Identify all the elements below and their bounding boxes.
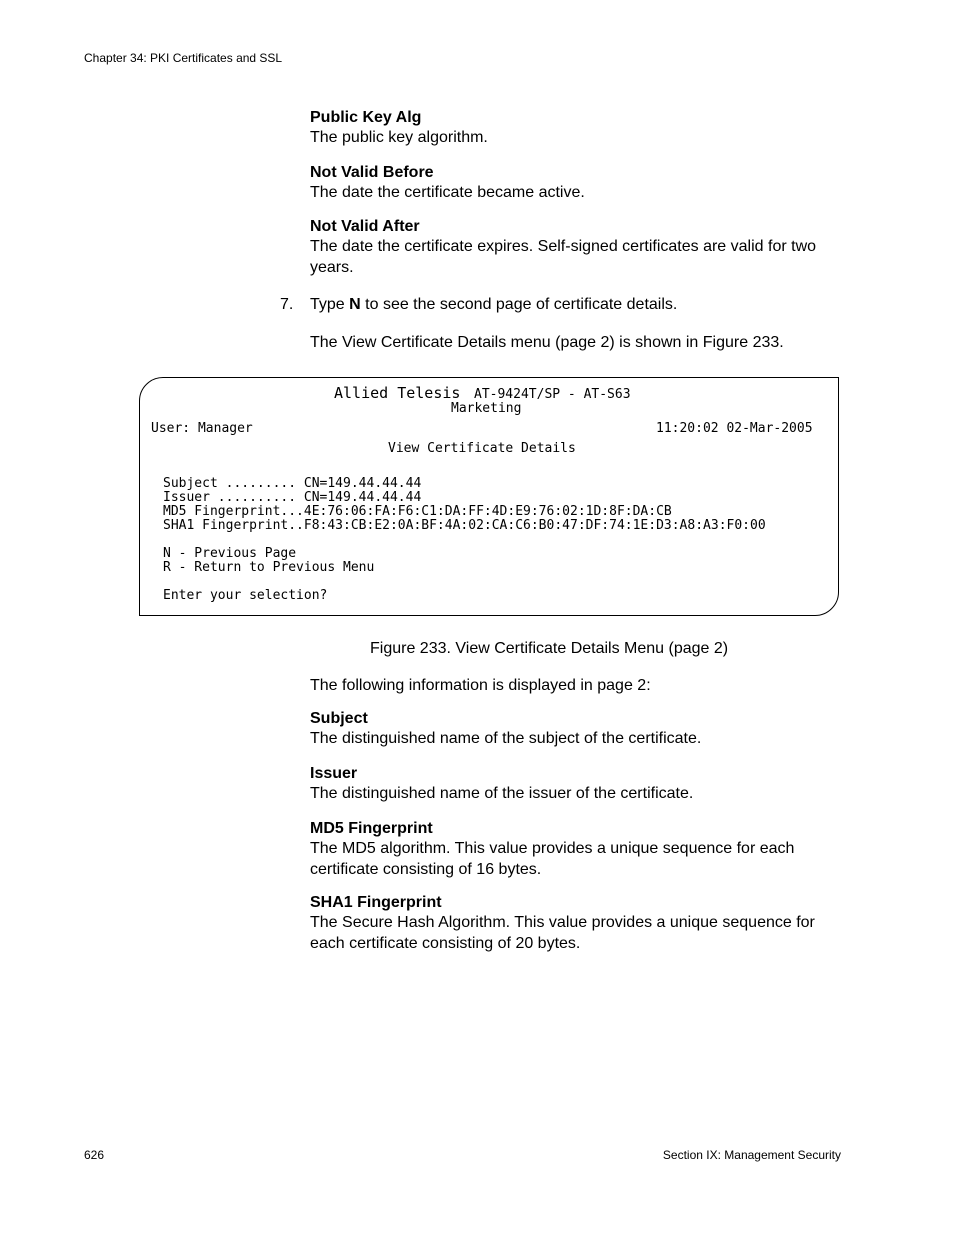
terminal-option-previous-page[interactable]: N - Previous Page (163, 546, 297, 561)
figure-caption: Figure 233. View Certificate Details Menu (page 2) (370, 640, 729, 657)
definition-desc: The date the certificate expires. Self-signed certificates are valid for two years. (310, 238, 817, 276)
terminal-model: AT-9424T/SP - AT-S63 (474, 387, 631, 402)
definition-public-key-alg (310, 108, 840, 149)
terminal-company-name: Allied Telesis (334, 384, 461, 402)
step-prefix: Type (310, 296, 350, 313)
terminal-location: Marketing (451, 401, 522, 416)
definition-issuer (310, 764, 840, 805)
definition-term: Not Valid After (310, 218, 420, 235)
definition-desc: The Secure Hash Algorithm. This value provides a unique sequence for each certificate consisting of 20 bytes. (310, 914, 815, 952)
definition-not-valid-after (310, 217, 840, 278)
terminal-issuer-line: Issuer .......... CN=149.44.44.44 (163, 490, 422, 505)
terminal-prompt[interactable]: Enter your selection? (163, 588, 328, 603)
running-footer: Section IX: Management Security (662, 1148, 841, 1162)
definition-term: Not Valid Before (310, 164, 434, 181)
terminal-option-return[interactable]: R - Return to Previous Menu (163, 560, 375, 575)
definition-term: Public Key Alg (310, 109, 422, 126)
definition-subject (310, 709, 840, 750)
definition-not-valid-before (310, 163, 840, 204)
terminal-sha1-line: SHA1 Fingerprint..F8:43:CB:E2:0A:BF:4A:02:CA:C6:B0:47:DF:74:1E:D3:A8:A3:F0:00 (163, 518, 766, 533)
definition-desc: The date the certificate became active. (310, 184, 585, 201)
step-key: N (349, 296, 361, 313)
terminal-md5-line: MD5 Fingerprint...4E:76:06:FA:F6:C1:DA:FF:4D:E9:76:02:1D:8F:DA:CB (163, 504, 672, 519)
running-header: Chapter 34: PKI Certificates and SSL (84, 51, 283, 65)
definition-sha1-fingerprint (310, 893, 840, 954)
definition-term: Subject (310, 710, 368, 727)
following-paragraph: The following information is displayed in page 2: (310, 677, 651, 694)
definition-term: Issuer (310, 765, 358, 782)
step-7 (280, 295, 677, 315)
terminal-user: User: Manager (151, 421, 253, 436)
definition-term: MD5 Fingerprint (310, 820, 433, 837)
terminal-datetime: 11:20:02 02-Mar-2005 (656, 421, 813, 436)
definition-md5-fingerprint (310, 819, 840, 880)
step-number: 7. (280, 296, 294, 313)
definition-desc: The MD5 algorithm. This value provides a unique sequence for each certificate consisting of 16 bytes. (310, 840, 795, 878)
page-number: 626 (84, 1148, 105, 1162)
terminal-screen-title: View Certificate Details (388, 441, 576, 456)
definition-term: SHA1 Fingerprint (310, 894, 442, 911)
step-suffix: to see the second page of certificate details. (360, 296, 678, 313)
terminal-subject-line: Subject ......... CN=149.44.44.44 (163, 476, 422, 491)
intro-paragraph: The View Certificate Details menu (page 2) is shown in Figure 233. (310, 334, 784, 351)
definition-desc: The distinguished name of the issuer of the certificate. (310, 785, 694, 802)
definition-desc: The public key algorithm. (310, 129, 488, 146)
definition-desc: The distinguished name of the subject of the certificate. (310, 730, 702, 747)
